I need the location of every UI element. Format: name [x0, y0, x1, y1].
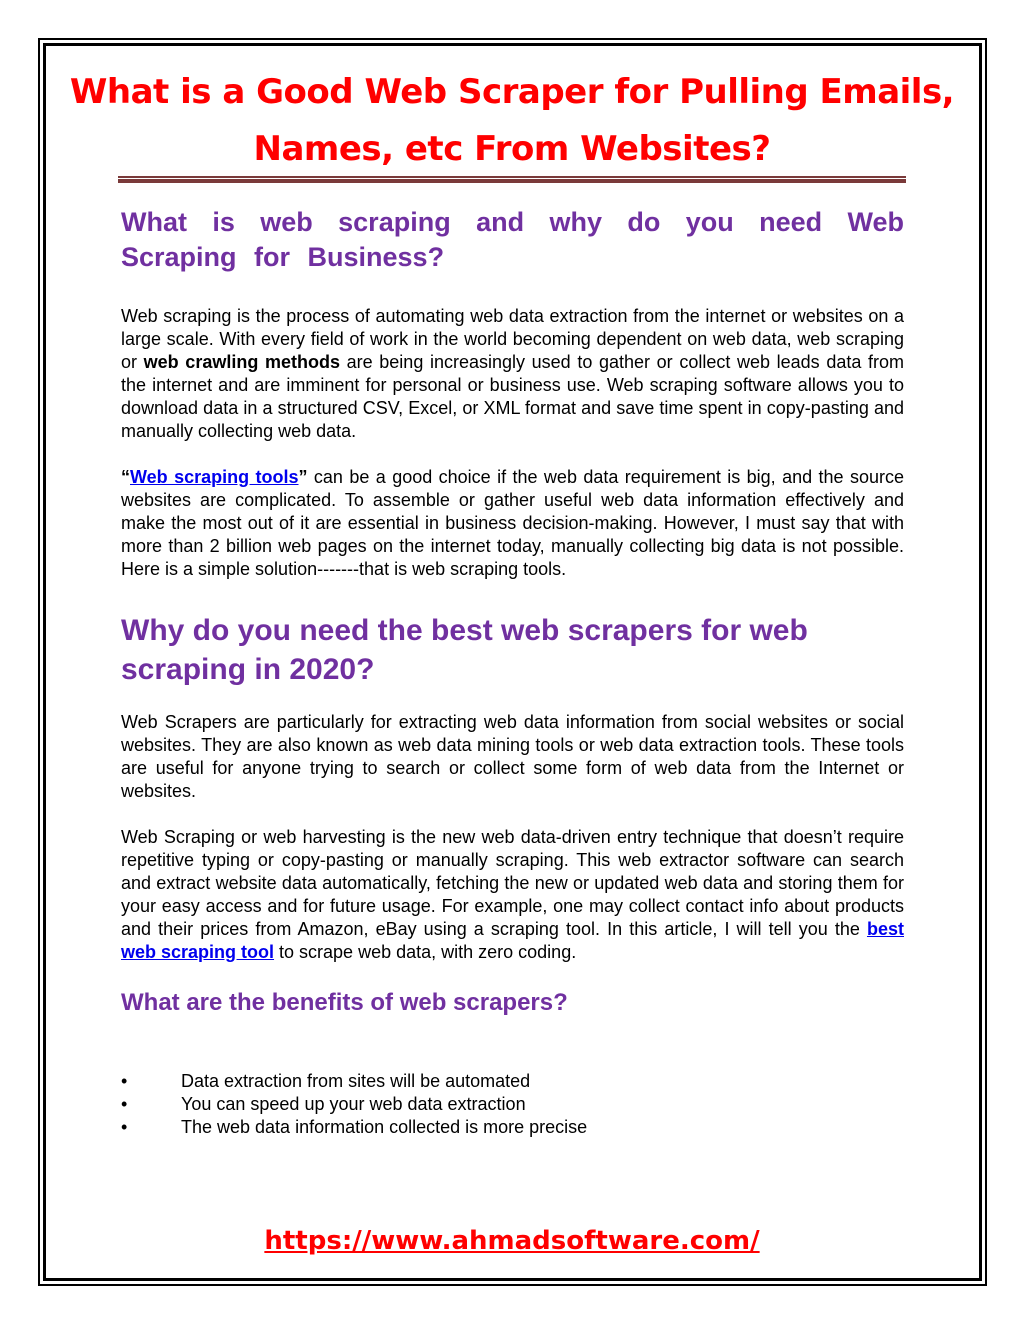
paragraph-web-harvesting: Web Scraping or web harvesting is the new web data-driven entry technique that doesn’t require repetitive typing or copy-pasting or manually scraping. This web extractor software can search and extract website data automatically, fetching the new or updated web data and storing them for your easy access and for future usage. For example, one may collect contact info about products and their prices from Amazon, eBay using a scraping tool. In this article, I will tell you the best web scraping tool to scrape web data, with zero coding.	[121, 827, 904, 962]
bold-phrase: web crawling methods	[143, 352, 340, 372]
website-url-link[interactable]: https://www.ahmadsoftware.com/	[264, 1226, 760, 1256]
section-heading-benefits: What are the benefits of web scrapers?	[121, 989, 568, 1016]
benefits-list	[121, 1070, 904, 1139]
paragraph-web-scraping-tools: “Web scraping tools” can be a good choice if the web data requirement is big, and the source websites are complicated. To assemble or gather useful web data information effectively and make the most out of it are essential in business decision-making. However, I must say that with more than 2 billion web pages on the internet today, manually collecting big data is not possible. Here is a simple solution-------that is web scraping tools.	[121, 467, 904, 579]
list-item: • The web data information collected is more precise	[121, 1117, 588, 1137]
list-item: • Data extraction from sites will be automated	[121, 1071, 531, 1091]
bullet-icon: •	[121, 1117, 128, 1137]
paragraph-web-scrapers-purpose: Web Scrapers are particularly for extracting web data information from social websites or social websites. They are also known as web data mining tools or web data extraction tools. These tools are useful for anyone trying to search or collect some form of web data from the Internet or websites.	[121, 712, 904, 801]
title-divider	[118, 176, 906, 183]
section-heading-why-best-web-scrapers: Why do you need the best web scrapers for web scraping in 2020?	[121, 614, 808, 686]
web-scraping-tools-link[interactable]: Web scraping tools	[130, 467, 299, 487]
list-item: • You can speed up your web data extraction	[121, 1094, 526, 1114]
bullet-icon: •	[121, 1071, 128, 1091]
page-title: What is a Good Web Scraper for Pulling Emails, Names, etc From Websites?	[69, 72, 955, 169]
paragraph-web-scraping-definition: Web scraping is the process of automating web data extraction from the internet or websites on a large scale. With every field of work in the world becoming dependent on web data, web scraping or web crawling methods are being increasingly used to gather or collect web leads data from the internet and are imminent for personal or business use. Web scraping software allows you to download data in a structured CSV, Excel, or XML format and save time spent in copy-pasting and manually collecting web data.	[121, 306, 904, 441]
bullet-icon: •	[121, 1094, 128, 1114]
article-body	[121, 205, 904, 1139]
section-heading-what-is-web-scraping: What is web scraping and why do you need Web Scraping for Business?	[121, 207, 904, 272]
best-web-scraping-tool-link[interactable]: best web scraping tool	[121, 919, 904, 962]
